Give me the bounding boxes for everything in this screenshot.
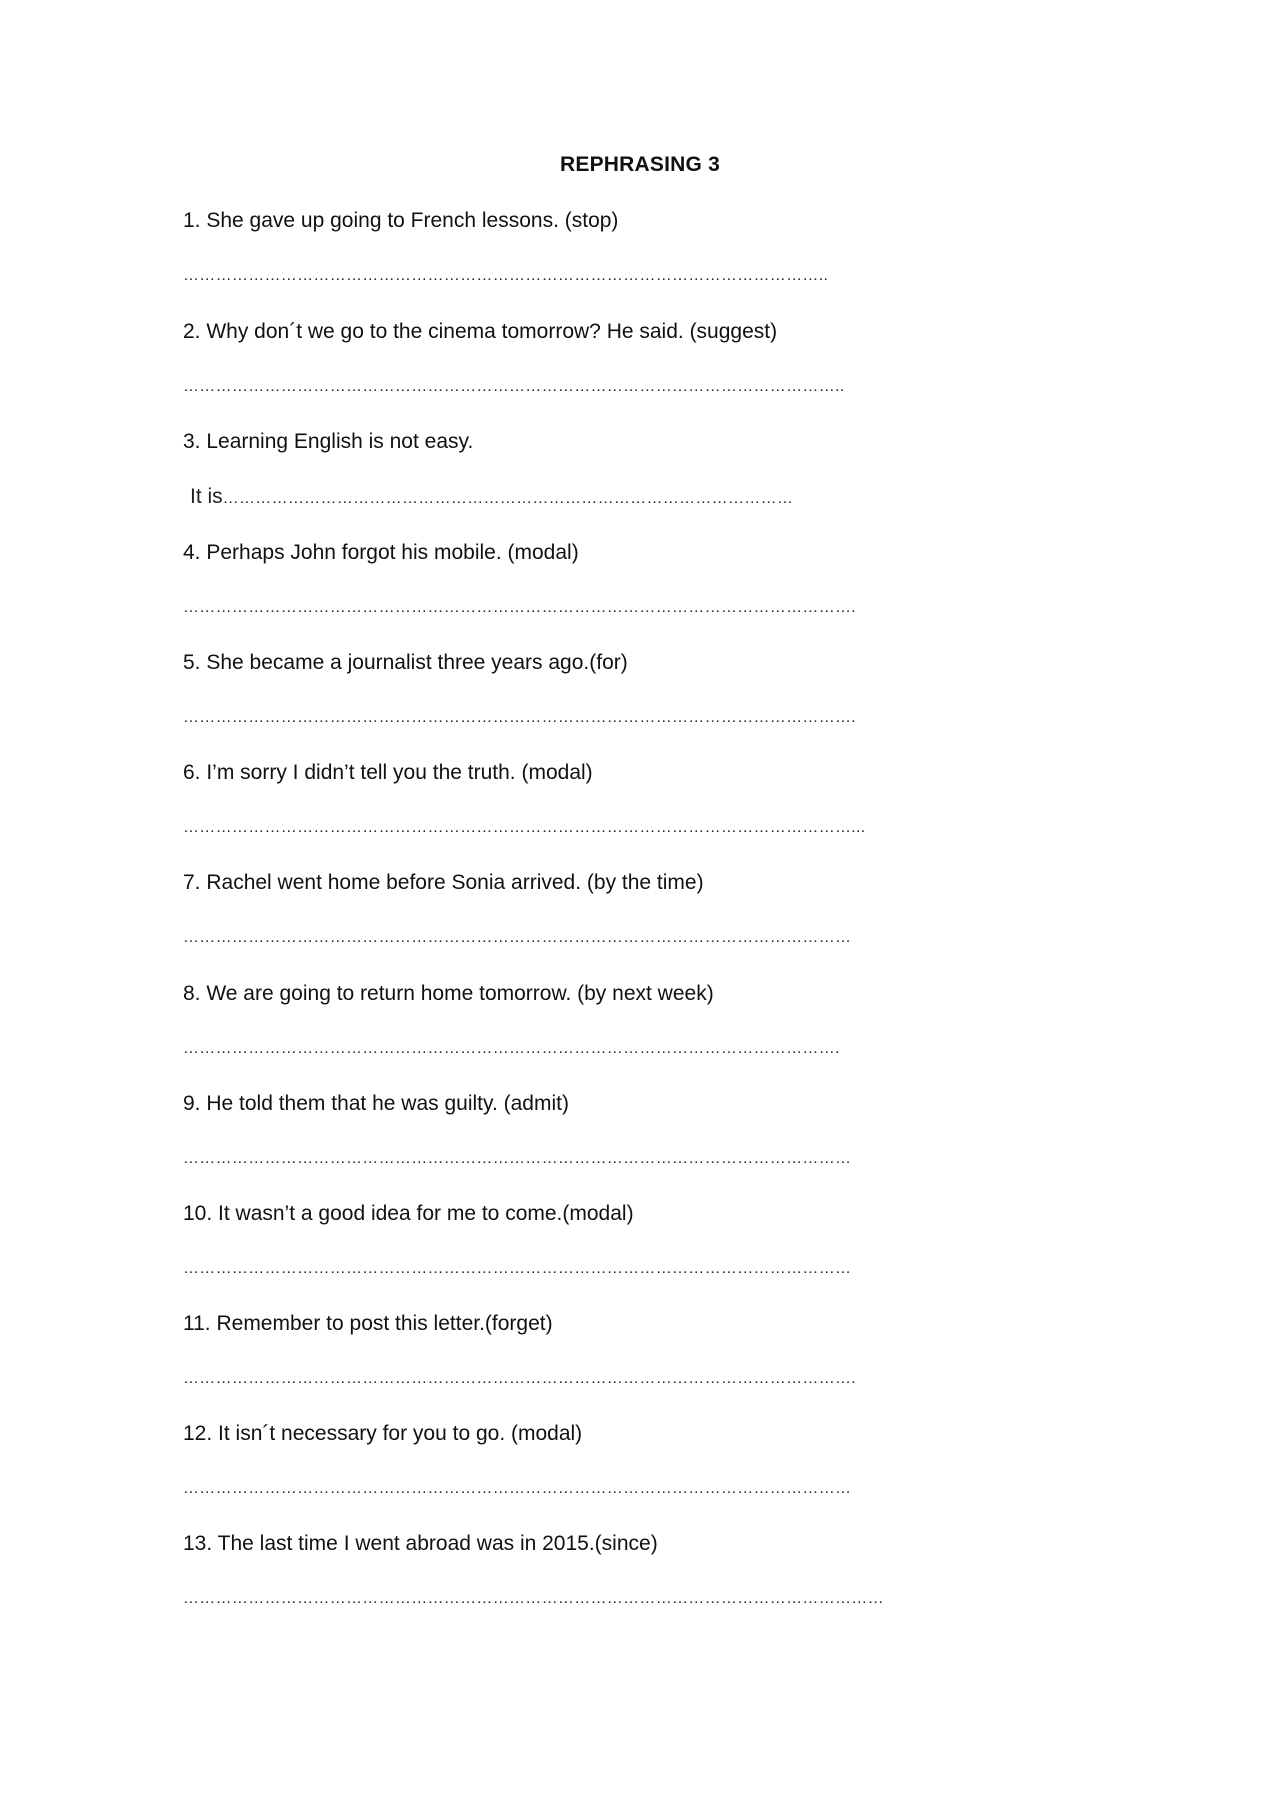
answer-line: …………………………………………………………………………………………………………… bbox=[183, 1480, 852, 1497]
exercise-item-9 bbox=[183, 1090, 1083, 1173]
exercise-item-5 bbox=[183, 649, 1083, 732]
answer-line: ……………………………………………………………………………………………………………. bbox=[183, 1370, 857, 1387]
exercise-item-12 bbox=[183, 1420, 1083, 1503]
exercise-item-13 bbox=[183, 1530, 1083, 1613]
answer-line: ……………………………………………………………………………………………………………. bbox=[183, 599, 857, 616]
answer-dots: …………………………………………………………………………………………… bbox=[222, 490, 794, 507]
question-text: 11. Remember to post this letter.(forget) bbox=[183, 1312, 553, 1335]
answer-line: ……………………………………………………………………………………………………………. bbox=[183, 709, 857, 726]
answer-line: ………………………………………………………………………………………………………………… bbox=[183, 1590, 884, 1607]
exercise-item-8 bbox=[183, 980, 1083, 1063]
answer-prefix: It is bbox=[190, 485, 223, 508]
exercise-item-11 bbox=[183, 1310, 1083, 1393]
exercise-item-1 bbox=[183, 207, 1083, 290]
answer-line: ………………………………………………………………………………………………………….. bbox=[183, 378, 845, 395]
question-text: 3. Learning English is not easy. bbox=[183, 430, 474, 453]
question-text: 6. I’m sorry I didn’t tell you the truth. (modal) bbox=[183, 761, 593, 784]
answer-line: …………………………………………………………………………………………………………… bbox=[183, 1260, 852, 1277]
exercise-item-3 bbox=[183, 428, 1083, 513]
answer-line bbox=[190, 483, 1083, 513]
question-text: 7. Rachel went home before Sonia arrived. (by the time) bbox=[183, 871, 704, 894]
question-text: 8. We are going to return home tomorrow. (by next week) bbox=[183, 982, 714, 1005]
exercise-item-6 bbox=[183, 759, 1083, 842]
answer-line: …………………………………………………………………………………………………………… bbox=[183, 1150, 852, 1167]
question-text: 13. The last time I went abroad was in 2015.(since) bbox=[183, 1532, 658, 1555]
exercise-item-4 bbox=[183, 539, 1083, 622]
answer-line: …………………………………………………………………………………………………………. bbox=[183, 1040, 840, 1057]
question-text: 12. It isn´t necessary for you to go. (modal) bbox=[183, 1422, 583, 1445]
question-text: 2. Why don´t we go to the cinema tomorrow? He said. (suggest) bbox=[183, 320, 778, 343]
answer-line: ……………………………………………………………………………………………………………... bbox=[183, 819, 866, 836]
answer-line: ……………………………………………………………………………………………………….. bbox=[183, 267, 829, 284]
question-text: 1. She gave up going to French lessons. (stop) bbox=[183, 209, 619, 232]
exercise-item-7 bbox=[183, 869, 1083, 952]
page-title: REPHRASING 3 bbox=[560, 153, 720, 176]
question-text: 4. Perhaps John forgot his mobile. (modal) bbox=[183, 541, 579, 564]
question-text: 10. It wasn’t a good idea for me to come.(modal) bbox=[183, 1202, 634, 1225]
exercise-item-10 bbox=[183, 1200, 1083, 1283]
answer-line: …………………………………………………………………………………………………………… bbox=[183, 929, 852, 946]
exercise-item-2 bbox=[183, 318, 1083, 401]
question-text: 5. She became a journalist three years ago.(for) bbox=[183, 651, 628, 674]
question-text: 9. He told them that he was guilty. (admit) bbox=[183, 1092, 569, 1115]
